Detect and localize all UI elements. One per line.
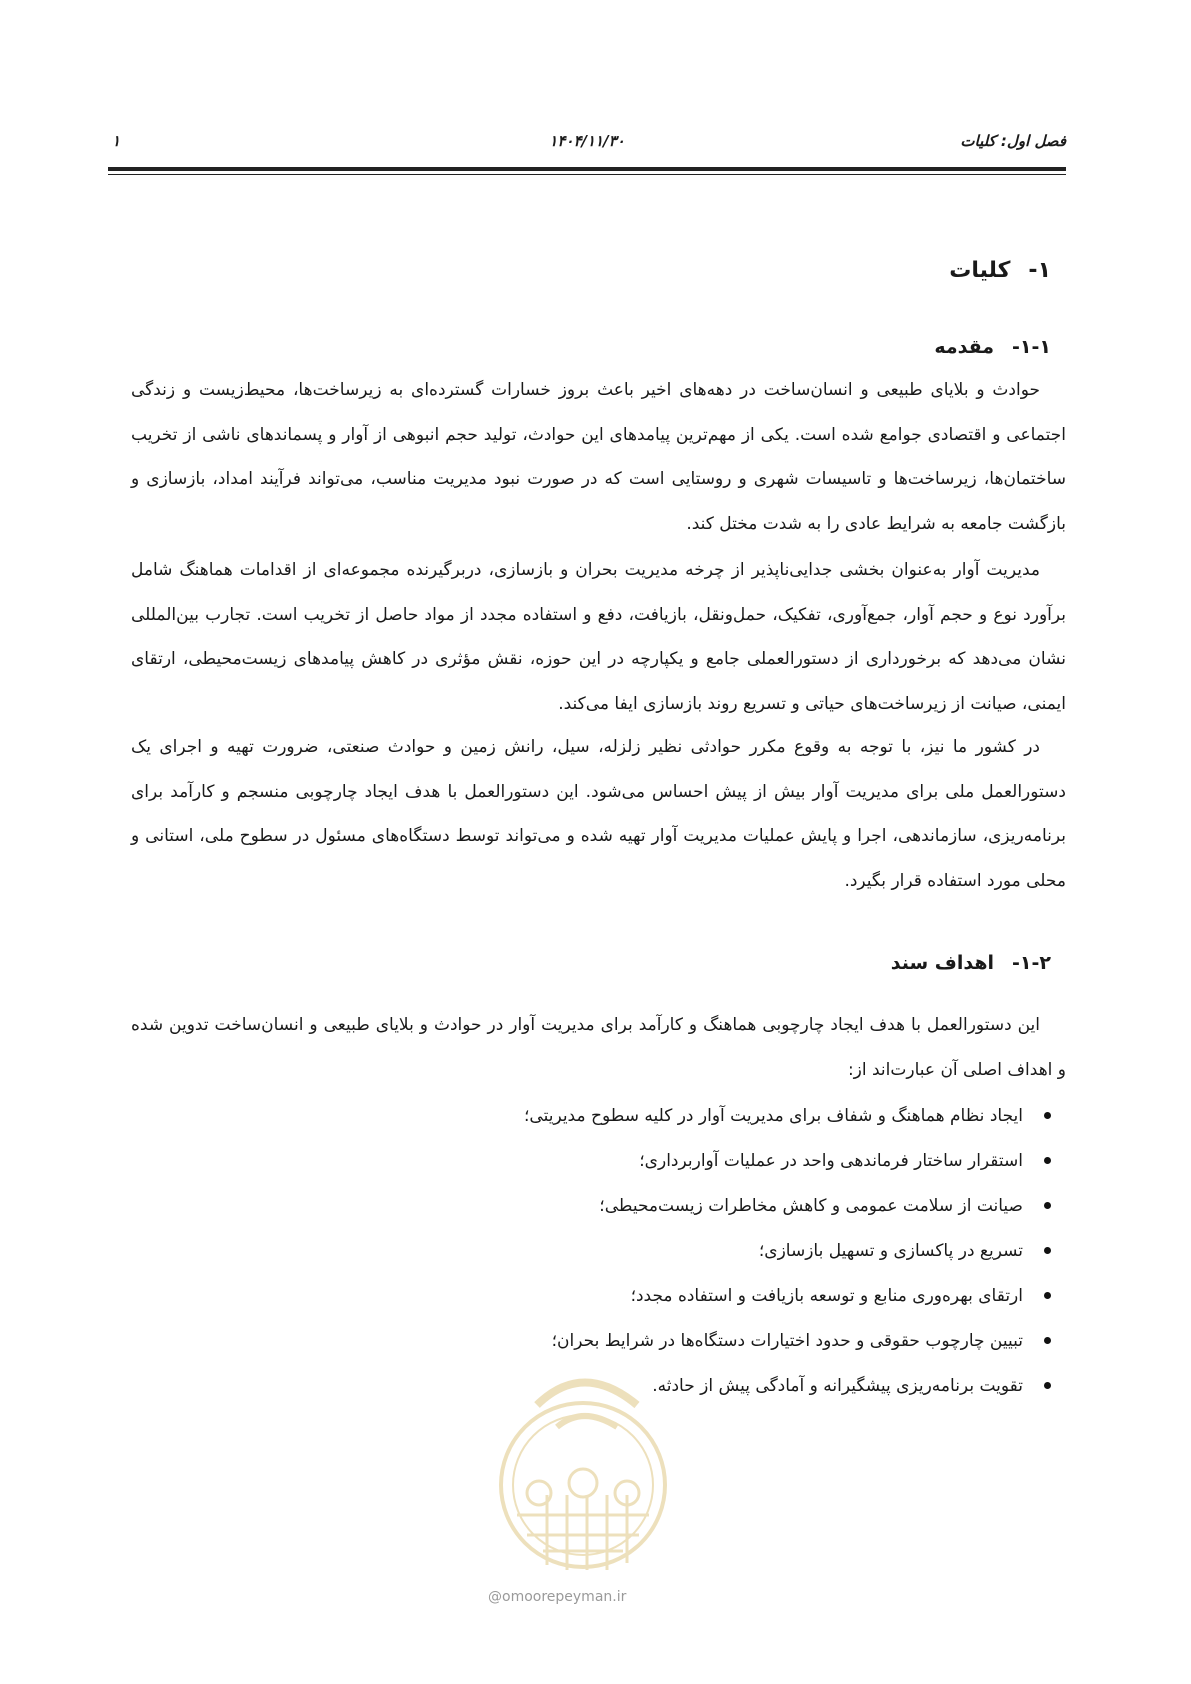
list-item: تبیین چارچوب حقوقی و حدود اختیارات دستگاه‌ها در شرایط بحران؛ xyxy=(524,1323,1051,1368)
bullet-icon xyxy=(1044,1157,1051,1164)
paragraph: این دستورالعمل با هدف ایجاد چارچوبی هماهنگ و کارآمد برای مدیریت آوار در حوادث و بلایای طبیعی و انسان‌ساخت تدوین شده و اهداف اصلی آن عبارت‌اند از: xyxy=(131,1015,1066,1080)
section-heading-1-2 xyxy=(891,952,1051,974)
list-item: تقویت برنامه‌ریزی پیشگیرانه و آمادگی پیش از حادثه. xyxy=(524,1368,1051,1413)
section-number: ۱-۱- xyxy=(1012,336,1051,358)
list-item: صیانت از سلامت عمومی و کاهش مخاطرات زیست‌محیطی؛ xyxy=(524,1188,1051,1233)
page-number: ۱ xyxy=(112,132,121,150)
section-title: مقدمه xyxy=(934,336,995,358)
section-heading-1-1 xyxy=(934,336,1051,358)
bullet-icon xyxy=(1044,1202,1051,1209)
chapter-title: فصل اول: کلیات xyxy=(960,132,1066,150)
header-rule-thick xyxy=(108,167,1066,171)
watermark-logo-icon xyxy=(487,1365,679,1583)
section-number: ۱-۲- xyxy=(1012,952,1051,974)
section-number: ۱- xyxy=(1028,258,1051,283)
list-item: ایجاد نظام هماهنگ و شفاف برای مدیریت آوار در کلیه سطوح مدیریتی؛ xyxy=(524,1098,1051,1143)
bullet-icon xyxy=(1044,1112,1051,1119)
list-item: تسریع در پاکسازی و تسهیل بازسازی؛ xyxy=(524,1233,1051,1278)
paragraph: مدیریت آوار به‌عنوان بخشی جدایی‌ناپذیر از چرخه مدیریت بحران و بازسازی، دربرگیرنده مجموعه‌ای از اقدامات هماهنگ شامل برآورد نوع و حجم آوار، جمع‌آوری، تفکیک، حمل‌ونقل، بازیافت، دفع و استفاده مجدد از مواد حاصل از تخریب است. تجارب بین‌المللی نشان می‌دهد که برخورداری از دستورالعملی جامع و یکپارچه در این حوزه، نقش مؤثری در کاهش پیامدهای زیست‌محیطی، ارتقای ایمنی، صیانت از زیرساخت‌های حیاتی و تسریع روند بازسازی ایفا می‌کند. xyxy=(131,560,1066,714)
bullet-icon xyxy=(1044,1382,1051,1389)
list-item: استقرار ساختار فرماندهی واحد در عملیات آواربرداری؛ xyxy=(524,1143,1051,1188)
list-item: ارتقای بهره‌وری منابع و توسعه بازیافت و استفاده مجدد؛ xyxy=(524,1278,1051,1323)
section-heading-1 xyxy=(949,258,1051,283)
section-title: اهداف سند xyxy=(890,952,995,974)
section-title: کلیات xyxy=(949,258,1011,283)
bullet-icon xyxy=(1044,1247,1051,1254)
bullet-icon xyxy=(1044,1292,1051,1299)
paragraph: حوادث و بلایای طبیعی و انسان‌ساخت در دهه‌های اخیر باعث بروز خسارات گسترده‌ای به زیرساخت‌ها، محیط‌زیست و زندگی اجتماعی و اقتصادی جوامع شده است. یکی از مهم‌ترین پیامدهای این حوادث، تولید حجم انبوهی از آوار و پسماندهای ناشی از تخریب ساختمان‌ها، زیرساخت‌ها و تاسیسات شهری و روستایی است که در صورت نبود مدیریت مناسب، می‌تواند فرآیند امداد، بازسازی و بازگشت جامعه به شرایط عادی را به شدت مختل کند. xyxy=(131,380,1066,534)
watermark-url: @omoorepeyman.ir xyxy=(488,1589,627,1605)
paragraph: در کشور ما نیز، با توجه به وقوع مکرر حوادثی نظیر زلزله، سیل، رانش زمین و حوادث صنعتی، ضرورت تهیه و اجرای یک دستورالعمل ملی برای مدیریت آوار بیش از پیش احساس می‌شود. این دستورالعمل با هدف ایجاد چارچوبی منسجم و کارآمد برای برنامه‌ریزی، سازماندهی، اجرا و پایش عملیات مدیریت آوار تهیه شده و می‌تواند توسط دستگاه‌های مسئول در سطوح ملی، استانی و محلی مورد استفاده قرار بگیرد. xyxy=(131,737,1066,891)
header-date: ۱۴۰۴/۱۱/۳۰ xyxy=(549,132,625,150)
header-rule-thin xyxy=(108,174,1066,175)
page-header xyxy=(108,130,1066,156)
bullet-icon xyxy=(1044,1337,1051,1344)
